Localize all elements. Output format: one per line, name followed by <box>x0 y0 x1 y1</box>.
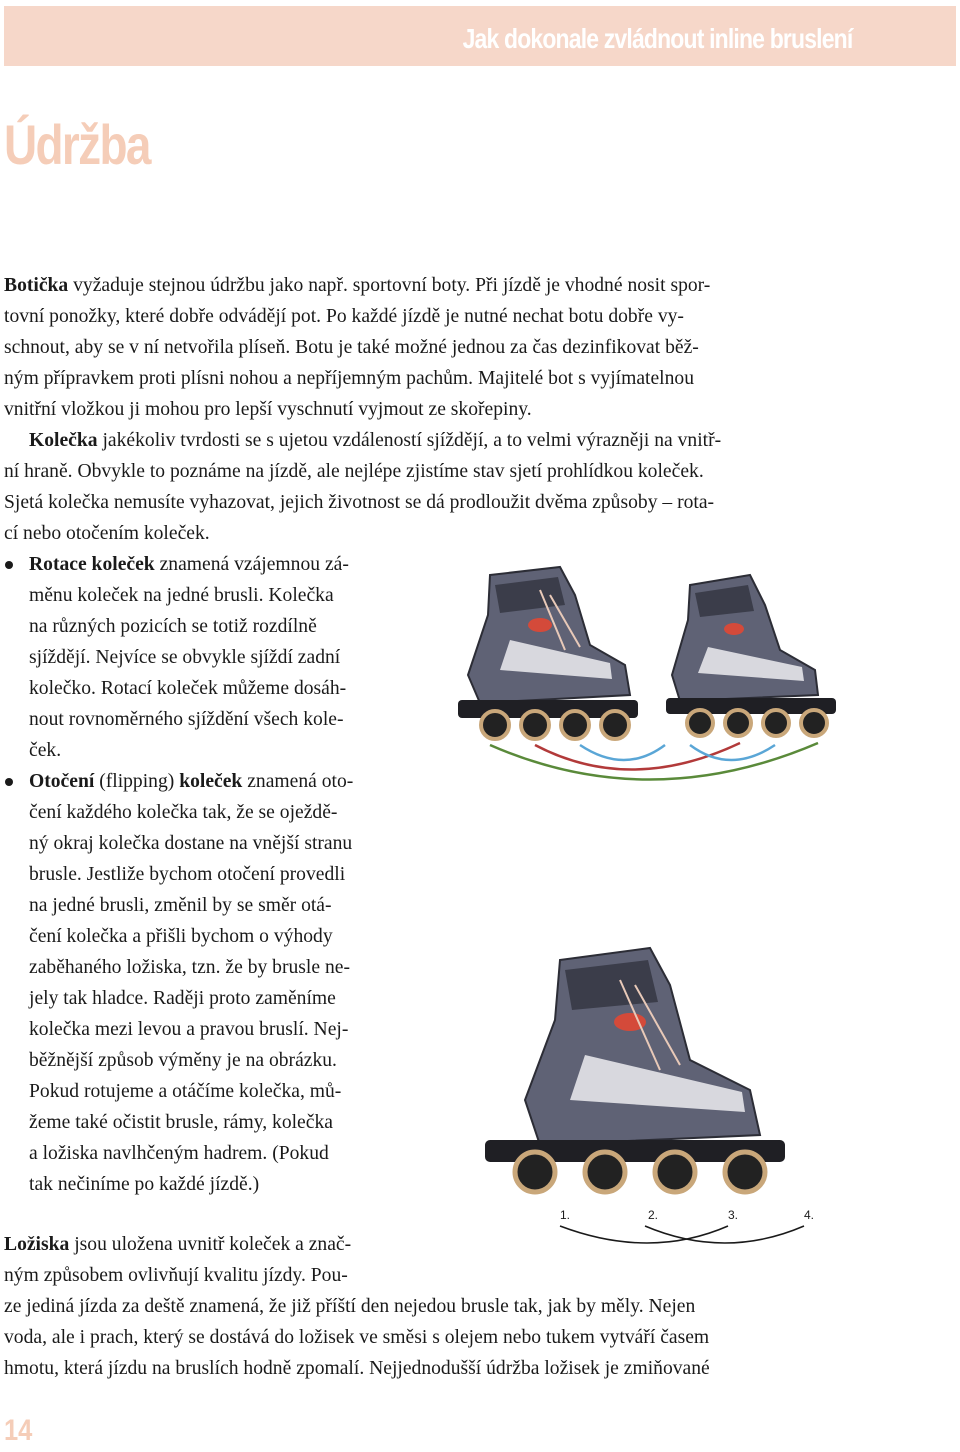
lead-term: Ložiska <box>4 1234 70 1255</box>
page-number: 14 <box>4 1414 33 1447</box>
skate-rotation-figure <box>440 555 860 795</box>
flip-arrow <box>645 1226 804 1243</box>
text-line: Kolečka jakékoliv tvrdosti se s ujetou vzdáleností sjíždějí, a to velmi výrazněji na vnitř- <box>29 430 722 451</box>
text-line: ný okraj kolečka dostane na vnější stranu <box>29 833 353 854</box>
lead-term: Kolečka <box>29 430 98 451</box>
lead-term: koleček <box>179 771 243 792</box>
text-line: sjíždějí. Nejvíce se obvykle sjíždí zadní <box>29 647 341 668</box>
text-line: nout rovnoměrného sjíždění všech kole- <box>29 709 344 730</box>
paragraph-loziska <box>4 1229 856 1384</box>
text-line: Sjetá kolečka nemusíte vyhazovat, jejich životnost se dá prodloužit dvěma způsoby – rota- <box>4 492 715 513</box>
skate-flip-figure <box>470 930 850 1250</box>
text-line: cí nebo otočením koleček. <box>4 523 210 544</box>
text-line: voda, ale i prach, který se dostává do ložisek ve směsi s olejem nebo tukem vytváří časem <box>4 1327 710 1348</box>
bullet-marker <box>5 778 13 786</box>
text-line: čení každého kolečka tak, že se oježdě- <box>29 802 338 823</box>
text-line: kolečko. Rotací koleček můžeme dosáh- <box>29 678 347 699</box>
text-line: kolečka mezi levou a pravou bruslí. Nej- <box>29 1019 349 1040</box>
text-line: brusle. Jestliže bychom otočení provedli <box>29 864 346 885</box>
wheel-label: 3. <box>728 1208 739 1222</box>
text-line: ze jediná jízda za deště znamená, že již příští den nejedou brusle tak, jak by měly. Nejen <box>4 1296 696 1317</box>
wheel-label: 2. <box>648 1208 659 1222</box>
bullet-rotace <box>29 549 409 766</box>
text-line: Botička vyžaduje stejnou údržbu jako např. sportovní boty. Při jízdě je vhodné nosit spor- <box>4 275 711 296</box>
text-line: a ložiska navlhčeným hadrem. (Pokud <box>29 1143 329 1164</box>
text-line: čení kolečka a přišli bychom o výhody <box>29 926 333 947</box>
text-line: ní hraně. Obvykle to poznáme na jízdě, ale nejlépe zjistíme stav sjetí prohlídkou koleček. <box>4 461 704 482</box>
skate-single-image <box>485 948 785 1192</box>
text-line: hmotu, která jízdu na bruslích hodně zpomalí. Nejjednodušší údržba ložisek je zmiňované <box>4 1358 710 1379</box>
text-line: ným přípravkem proti plísni nohou a nepříjemným pachům. Majitelé bot s vyjímatelnou <box>4 368 695 389</box>
text-line: Otočení (flipping) koleček znamená oto- <box>29 771 354 792</box>
text-line: ným způsobem ovlivňují kvalitu jízdy. Pou- <box>4 1265 348 1286</box>
text-line: Rotace koleček znamená vzájemnou zá- <box>29 554 349 575</box>
text-line: Pokud rotujeme a otáčíme kolečka, mů- <box>29 1081 342 1102</box>
header-band <box>4 6 956 66</box>
text-line: měnu koleček na jedné brusli. Kolečka <box>29 585 334 606</box>
skate-left-image <box>458 567 638 739</box>
lead-term: Botička <box>4 275 69 296</box>
text-line: běžnější způsob výměny je na obrázku. <box>29 1050 337 1071</box>
rotation-arrow-blue <box>580 745 665 760</box>
text-line: schnout, aby se v ní netvořila plíseň. Botu je také možné jednou za čas dezinfikovat běž- <box>4 337 699 358</box>
text-line: žeme také očistit brusle, rámy, kolečka <box>29 1112 333 1133</box>
text-line: na jedné brusli, změnil by se směr otá- <box>29 895 332 916</box>
wheel-label: 4. <box>804 1208 815 1222</box>
text-line: tovní ponožky, které dobře odvádějí pot. Po každé jízdě je nutné nechat botu dobře vy- <box>4 306 684 327</box>
text-line: jely tak hladce. Raději proto zaměníme <box>29 988 336 1009</box>
text-line: tak nečiníme po každé jízdě.) <box>29 1174 260 1195</box>
flip-arrow <box>560 1226 728 1243</box>
text-line: vnitřní vložkou ji mohou pro lepší vyschnutí vyjmout ze skořepiny. <box>4 399 532 420</box>
paragraph-kolecka <box>4 425 856 549</box>
page-title: Údržba <box>4 113 150 176</box>
text-line: Ložiska jsou uložena uvnitř koleček a znač- <box>4 1234 352 1255</box>
lead-term: Otočení <box>29 771 95 792</box>
wheel-label: 1. <box>560 1208 571 1222</box>
text-line: zaběhaného ložiska, tzn. že by brusle ne- <box>29 957 350 978</box>
bullet-otoceni <box>29 766 409 1200</box>
text-line: ček. <box>29 740 62 761</box>
skate-right-image <box>666 575 836 736</box>
text-line: na různých pozicích se totiž rozdílně <box>29 616 317 637</box>
running-title: Jak dokonale zvládnout inline bruslení <box>462 23 852 54</box>
lead-term: Rotace koleček <box>29 554 155 575</box>
paragraph-boticka <box>4 270 856 425</box>
bullet-marker <box>5 561 13 569</box>
